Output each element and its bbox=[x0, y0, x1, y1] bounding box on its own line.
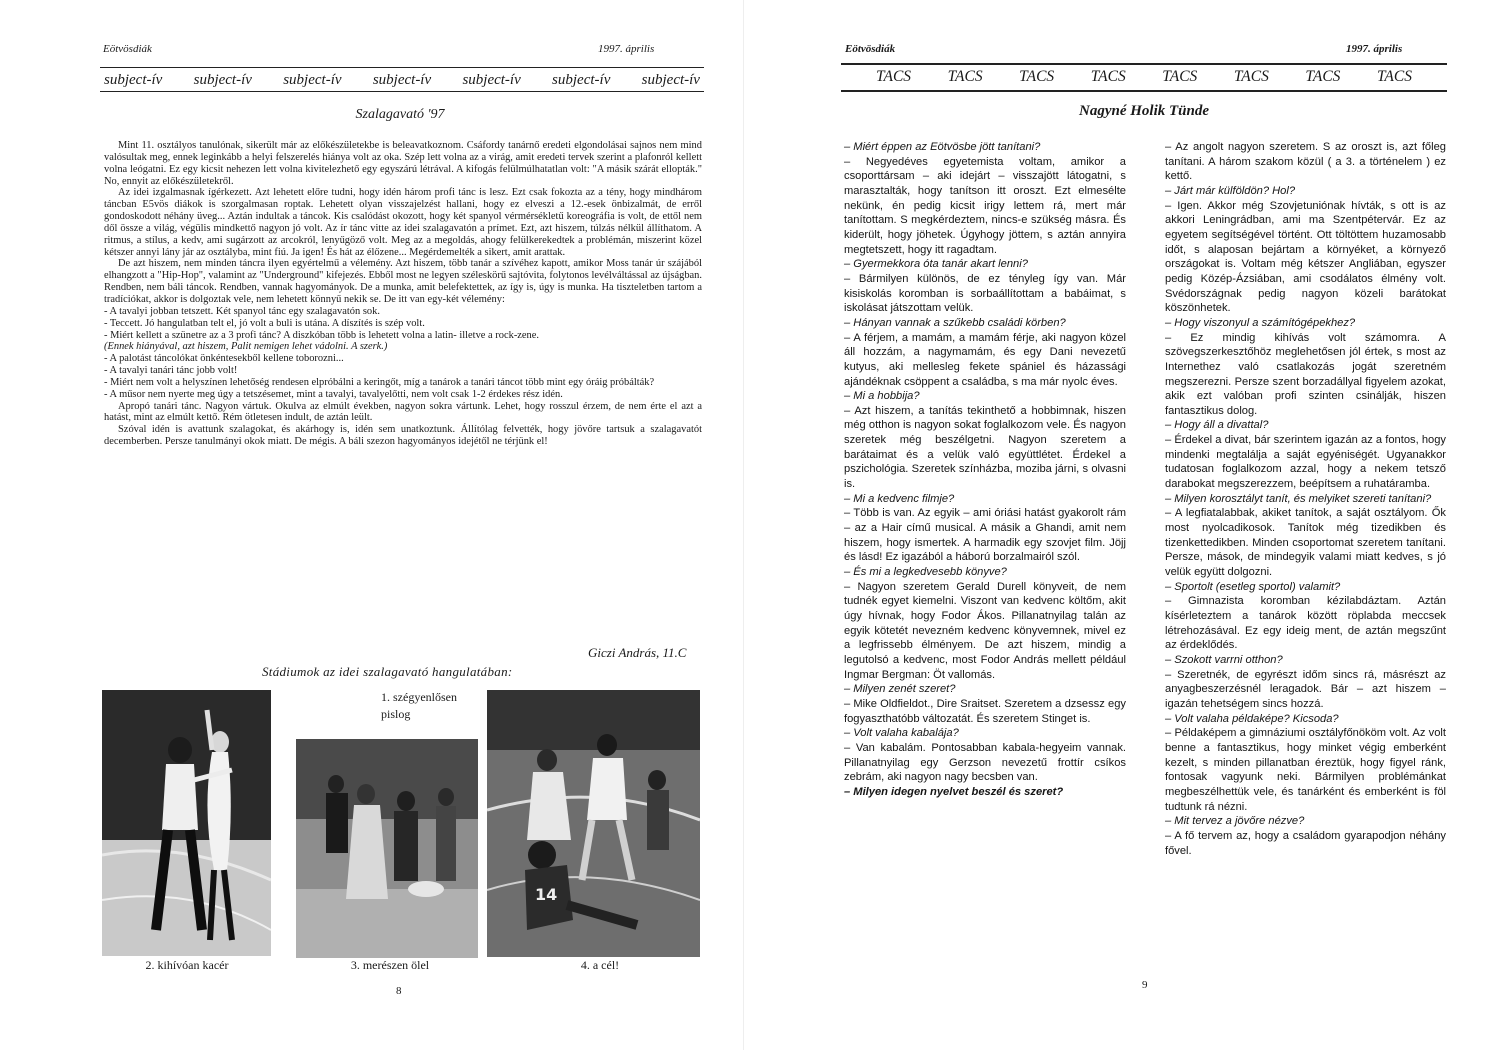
section-bar-label: TACS bbox=[1305, 68, 1341, 85]
section-bar-label: subject-ív bbox=[641, 72, 700, 88]
left-top-rule bbox=[100, 67, 704, 68]
paragraph: Apropó tanári tánc. Nagyon vártuk. Okulva az elmúlt években, nagyon sokra vártunk. Lehet, hogy rosszul érzem, de nem érte el azt a hatást, mint az elmúlt kettő. Rém ötletesen indult, de aztán leült. bbox=[104, 400, 702, 424]
right-top-rule bbox=[841, 63, 1447, 65]
interview-answer: – Példaképem a gimnáziumi osztályfőnököm volt. Az volt benne a fantasztikus, hogy minket végig emberként kezelt, s minden pillanatban éreztük, hogy figyel ránk, fontosak vagyunk neki. Bármilyen problémánkat megbeszélhettük vele, és tanárként és emberként is föl tudtunk rá nézni. bbox=[1165, 727, 1446, 813]
interview-answer: – Az angolt nagyon szeretem. S az oroszt is, azt főleg tanítani. A három szakom közül ( a 3. a történelem ) ez kettő. bbox=[1165, 141, 1446, 183]
interview-question: – Mi a hobbija? bbox=[844, 390, 920, 403]
interview-question: – Hogy áll a divattal? bbox=[1165, 419, 1269, 432]
interview-question: – Mi a kedvenc filmje? bbox=[844, 492, 955, 505]
interview-question: – Mit tervez a jövőre nézve? bbox=[1165, 815, 1305, 828]
interview-column-1 bbox=[844, 140, 1126, 800]
section-bar-subject-iv bbox=[104, 72, 700, 89]
opinion-item: - A palotást táncolókat önkéntesekből kellene toborozni... bbox=[104, 353, 344, 365]
opinion-item: - A tavalyi tanári tánc jobb volt! bbox=[104, 365, 238, 377]
author-signature: Giczi András, 11.C bbox=[588, 645, 687, 660]
interview-question: – Járt már külföldön? Hol? bbox=[1165, 184, 1296, 197]
opinion-item: - A műsor nem nyerte meg úgy a tetszésemet, mint a tavalyi, tavalyelőtti, nem volt csak 1-2 érdekes rész idén. bbox=[104, 388, 563, 400]
interview-question: – Szokott varrni otthon? bbox=[1165, 653, 1283, 666]
paragraph: De azt hiszem, nem minden táncra ilyen egyértelmű a vélemény. Azt hiszem, több tanár a szívéhez kapott, amikor Moss tanár úr szájából elhangzott a "Hip-Hop", valamint az "Underground" kifejezés. Ebből most ne legyen széleskörű sajtóvita, folytonos levélváltással az újságban. Rendben, nem báli táncok. Rendben, vannak hagyományok. De a munka, amit belefektettek, az így is, úgy is munka. Ha tiszteletben tartom a tradíciókat, akkor is dolgoztak vele, nem lehetett könnyű nekik se. De itt van egy-két vélemény: bbox=[104, 258, 702, 305]
section-bar-label: TACS bbox=[1376, 68, 1412, 85]
interview-question: – Hányan vannak a szűkebb családi körben? bbox=[844, 316, 1066, 329]
article-title-interview: Nagyné Holik Tünde bbox=[1079, 103, 1209, 119]
section-bar-label: subject-ív bbox=[283, 72, 342, 88]
interview-question: – Milyen idegen nyelvet beszél és szeret? bbox=[844, 785, 1064, 798]
paragraph: Szóval idén is avattunk szalagokat, és akárhogy is, idén sem unatkoztunk. Állítólag felvették, hogy jövőre tartsuk a szalagavatót decemberben. Persze tanulmányi okok miatt. De mégis. A báli szezon hagyományos idejétől ne térjünk el! bbox=[104, 424, 702, 448]
photo-heading: Stádiumok az idei szalagavató hangulatában: bbox=[262, 664, 513, 679]
paragraph: Az idei izgalmasnak ígérkezett. Azt lehetett előre tudni, hogy idén három profi tánc is lesz. Ezt csak fokozta az a tény, hogy mindhárom táncban E5vös diákok is szorgalmasan roptak. Lehetett olyan visszajelzést hallani, hogy ez elveszi a 12.-esek önbizalmát, de erről gondoskodott néhány üveg... Aztán indultak a táncok. Kis csalódást okozott, hogy két spanyol vérmérsékletű koreográfia is volt, de ettől nem dől össze a világ, végülis mindkettő nagyon jó volt. Az ír tánc vitte az idei szalagavatón a prímet. Ezt, azt hiszem, túlzás nélkül állíthatom. A ritmus, a stílus, a kedv, ami sugárzott az arcokról, lenyűgöző volt. Meg az a megoldás, ahogy felülkerekedtek a problémán, miszerint közel kétszer annyi lány jár az osztályba, mint fiú. Ja igen! És hát az élőzene... Megérdemelték a sikert, amit arattak. bbox=[104, 187, 702, 258]
interview-question: – Volt valaha kabalája? bbox=[844, 727, 959, 740]
opinion-item: - Teccett. Jó hangulatban telt el, jó volt a buli is utána. A díszítés is szép volt. bbox=[104, 317, 425, 329]
interview-question: – Milyen zenét szeret? bbox=[844, 683, 956, 696]
photo-embrace bbox=[296, 739, 478, 958]
page-number-left: 8 bbox=[396, 985, 402, 997]
interview-answer: – Érdekel a divat, bár szerintem igazán az a fontos, hogy mindenki megtalálja a saját egyéniségét. Ugyanakkor tudatosan foglalkozom azzal, hogy a nekem tetsző darabokat megszerezzem, beépítsem a ruhatáramba. bbox=[1165, 434, 1446, 491]
interview-answer: – Igen. Akkor még Szovjetuniónak hívták, s ott is az akkori Leningrádban, ami ma Szentpétervár. Ez az egyetem segítségével történt. Ott töltöttem huzamosabb időt, s alaposan bejártam a környéket, a környező országokat is. Voltam még kétszer Angliában, egyszer pedig Közép-Ázsiában, ami csodálatos élmény volt. Svédországnak pedig nagyon közeli barátokat köszönhetek. bbox=[1165, 199, 1446, 315]
interview-question: – Volt valaha példaképe? Kicsoda? bbox=[1165, 712, 1339, 725]
right-header-title: Eötvösdiák bbox=[845, 43, 896, 55]
interview-answer: – A férjem, a mamám, a mamám férje, aki nagyon közel áll hozzám, a nagymamám, és egy Dani nevezetű kutyus, aki mellesleg fekete spániel és házassági ajándéknak csöppent a családba, s ma már nyolc éves. bbox=[844, 331, 1126, 388]
article-title-szalagavato: Szalagavató '97 bbox=[355, 107, 445, 122]
interview-column-2 bbox=[1165, 140, 1446, 858]
section-bar-tacs bbox=[876, 68, 1412, 86]
section-bar-label: TACS bbox=[876, 68, 912, 85]
interview-answer: – Nagyon szeretem Gerald Durell könyveit, de nem tudnék egyet kiemelni. Viszont van kedvenc költőm, akit úgy hívnak, hogy Fodor Ákos. Pillanatnyilag talán az egyik kötetét nevezném kedvenc könyvemnek, mivel ez a legfrissebb élményem. De azt hiszem, mindig a legutolsó a kedvenc, most Fodor András mellett például Ingmar Bergman: Öt vallomás. bbox=[844, 580, 1126, 681]
right-page bbox=[744, 0, 1489, 1050]
section-bar-label: TACS bbox=[1019, 68, 1055, 85]
photo-dancing-couple-image bbox=[102, 690, 271, 956]
opinion-item: - Miért nem volt a helyszínen lehetőség rendesen elpróbálni a keringőt, míg a tanárok a tanári táncot több mint egy óráig próbálták? bbox=[104, 376, 655, 388]
editor-note: (Ennek hiányával, azt hiszem, Palit nemigen lehet vádolni. A szerk.) bbox=[104, 341, 388, 353]
article-body-szalagavato bbox=[104, 140, 702, 448]
page-number-right: 9 bbox=[1142, 979, 1148, 991]
interview-answer: – Azt hiszem, a tanítás tekinthető a hobbimnak, hiszen még otthon is nagyon sokat foglalkozom vele. És nagyon szeretek még beszélgetni. Nagyon szeretem a barátaimat és a velük való együttlétet. Érdekel a pszichológia. Szeretek színházba, moziba járni, s olvasni is. bbox=[844, 404, 1126, 491]
caption-photo-1: 2. kihívóan kacér bbox=[145, 958, 229, 972]
interview-question: – Gyermekkora óta tanár akart lenni? bbox=[844, 258, 1028, 271]
opinion-item: - Miért kellett a szünetre az a 3 profi tánc? A diszkóban több is lehetett volna a latin- illetve a rock-zene. bbox=[104, 329, 540, 341]
interview-answer: – A legfiatalabbak, akiket tanítok, a saját osztályom. Ők most nyolcadikosok. Tanítok még tizedikben és tizenkettedikben. Minden csoportomat szeretem tanítani. Persze, mások, de mindegyik valami miatt kedves, s jó velük együtt dolgozni. bbox=[1165, 507, 1446, 579]
right-header-date: 1997. április bbox=[1346, 43, 1403, 55]
interview-question: – Hogy viszonyul a számítógépekhez? bbox=[1165, 316, 1356, 329]
interview-answer: – Van kabalám. Pontosabban kabala-hegyeim vannak. Pillanatnyilag egy Gerzson nevezetű frottír csíkos zebrám, aki nagyon nagy becsben van. bbox=[844, 741, 1126, 784]
photo-the-goal bbox=[487, 690, 700, 957]
interview-question: – Sportolt (esetleg sportol) valamit? bbox=[1165, 580, 1341, 593]
interview-answer: – Szeretnék, de egyrészt időm sincs rá, másrészt az anyagbeszerzésnél leragadok. Bár – azt hiszem – igazán tehetségem sincs hozzá. bbox=[1165, 668, 1446, 710]
section-bar-label: TACS bbox=[1162, 68, 1198, 85]
section-bar-label: subject-ív bbox=[193, 72, 252, 88]
left-header-date: 1997. április bbox=[598, 43, 655, 55]
interview-question: – És mi a legkedvesebb könyve? bbox=[844, 566, 1007, 579]
section-bar-label: subject-ív bbox=[372, 72, 432, 88]
right-bar-rule bbox=[841, 90, 1447, 92]
opinion-item: - A tavalyi jobban tetszett. Két spanyol tánc egy szalagavatón sok. bbox=[104, 305, 380, 317]
left-page bbox=[0, 0, 744, 1050]
interview-answer: – Bármilyen különös, de ez tényleg így van. Már kisiskolás koromban is sorbaállítottam a babáimat, s iskolásat játszottam velük. bbox=[844, 272, 1126, 315]
interview-question: – Miért éppen az Eötvösbe jött tanítani? bbox=[844, 141, 1041, 153]
interview-answer: – A fő tervem az, hogy a családom gyarapodjon néhány fővel. bbox=[1165, 829, 1446, 857]
caption-photo-3: 4. a cél! bbox=[580, 958, 620, 972]
interview-answer: – Több is van. Az egyik – ami óriási hatást gyakorolt rám – az a Hair című musical. A másik a Ghandi, amit nem hiszem, hogy ismertek. A harmadik egy szovjet film. Jöjj és lásd! Ez igazából a háború borzalmairól szól. bbox=[844, 507, 1126, 564]
left-header-title: Eötvösdiák bbox=[103, 43, 152, 55]
caption-photo-side: 1. szégyenlősen pislog bbox=[381, 690, 457, 721]
section-bar-label: subject-ív bbox=[462, 72, 521, 88]
paragraph: Mint 11. osztályos tanulónak, sikerült már az előkészületekbe is beleavatkoznom. Csáfordy tanárnő eredeti elgondolásai sajnos nem mind valósultak meg, ennek leginkább a helyi felszerelés hiánya volt az oka. Szép lett volna az a virág, amit eredeti tervek szerint a plafonról kellett volna leógatni. Ez egy kicsit nehezen lett volna kivitelezhető egy egyszárú létrával. A kifogás felülmúlhatatlan volt: "A másik szárát ellopták." No, ennyit az előkészületekről. bbox=[104, 140, 702, 187]
section-bar-label: TACS bbox=[947, 68, 983, 85]
interview-question: – Milyen korosztályt tanít, és melyiket szereti tanítani? bbox=[1165, 492, 1432, 505]
photo-embrace-image bbox=[296, 739, 478, 958]
left-bar-rule bbox=[100, 91, 704, 92]
section-bar-label: subject-ív bbox=[104, 72, 163, 88]
section-bar-label: TACS bbox=[1233, 68, 1269, 85]
caption-photo-2: 3. merészen ölel bbox=[350, 958, 430, 972]
section-bar-label: TACS bbox=[1090, 68, 1126, 85]
interview-answer: – Ez mindig kihívás volt számomra. A szövegszerkesztőhöz meglehetősen jól értek, s most az Internethez való csatlakozás jogát szeretném megszerezni. Persze szent borzadállyal figyelem azokat, akik ezt valóban profi szinten csinálják, hiszen fantasztikus dolog. bbox=[1165, 331, 1446, 417]
svg-text:14: 14 bbox=[535, 885, 558, 904]
photo-dancing-couple bbox=[102, 690, 271, 956]
section-bar-label: subject-ív bbox=[552, 72, 611, 88]
interview-answer: – Mike Oldfieldot., Dire Sraitset. Szeretem a dzsessz egy fogyaszthatóbb változatát. És szeretem Stinget is. bbox=[844, 697, 1126, 725]
photo-the-goal-image bbox=[487, 690, 700, 957]
interview-answer: – Negyedéves egyetemista voltam, amikor a csoporttársam – aki idejárt – visszajött látogatni, s marasztalták, hogy tanítson itt oroszt. Ezt elmesélte nekünk, én pedig kicsit irigy lettem rá, mert már tanítottam. S megkérdeztem, nincs-e szükség másra. És kiderült, hogy jöhetek. Úgyhogy jöttem, s aztán annyira megtetszett, hogy itt ragadtam. bbox=[844, 155, 1126, 256]
interview-answer: – Gimnazista koromban kézilabdáztam. Aztán kísérleteztem a tanárok között röplabda meccsek létrehozásával. Ez egy ideig ment, de aztán megszűnt az érdeklődés. bbox=[1165, 595, 1446, 652]
